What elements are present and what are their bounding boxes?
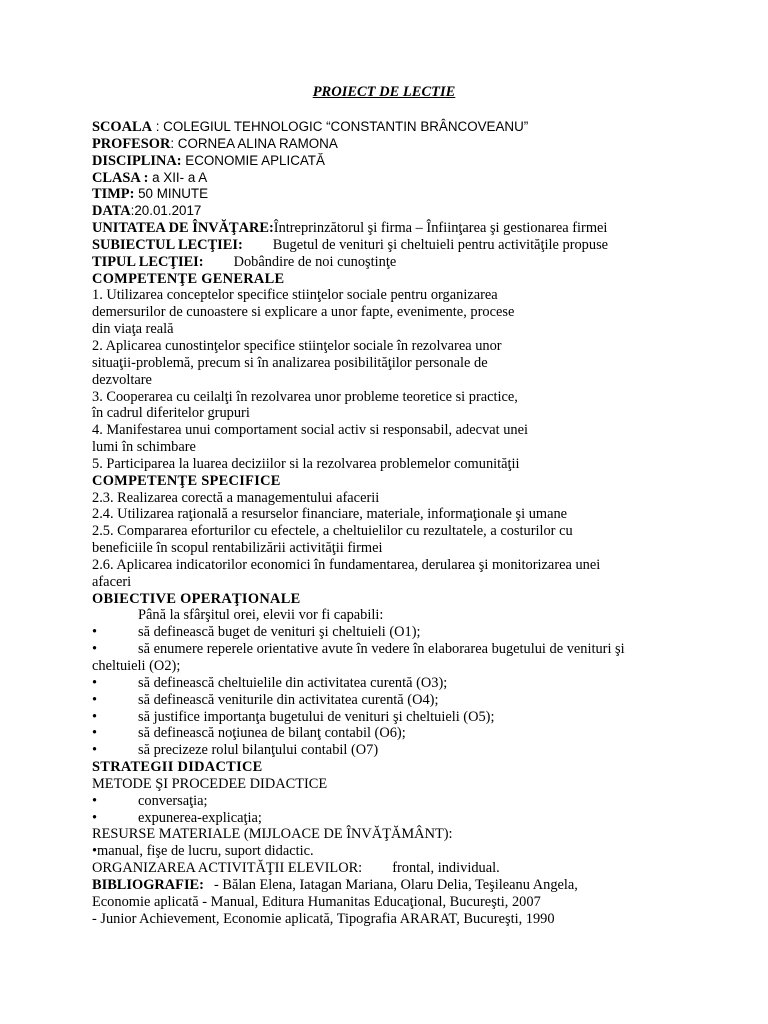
metoda-text: expunerea-explicaţia; [138, 809, 262, 826]
competenta-generala-line: 5. Participarea la luarea deciziilor si la rezolvarea problemelor comunităţii [92, 455, 520, 472]
obiective-heading: OBIECTIVE OPERAŢIONALE [92, 590, 301, 607]
unitatea-value: Întreprinzătorul şi firma – Înfiinţarea şi gestionarea firmei [273, 220, 608, 237]
competenta-specifica-line: 2.6. Aplicarea indicatorilor economici în fundamentarea, derularea şi monitorizarea unei [92, 556, 601, 573]
disciplina-label: DISCIPLINA: [92, 152, 182, 169]
obiective-intro-text: Până la sfârşitul orei, elevii vor fi capabili: [138, 607, 384, 624]
objective-item [92, 675, 732, 692]
clasa-value: a XII- a A [148, 169, 208, 185]
bullet-icon: • [92, 742, 98, 759]
competenta-generala-line: în cadrul diferitelor grupuri [92, 405, 250, 422]
clasa-line [92, 170, 732, 187]
objective-item [92, 709, 732, 726]
competenta-generala-line: 4. Manifestarea unui comportament social activ si responsabil, adecvat unei [92, 422, 528, 439]
profesor-value: : CORNEA ALINA RAMONA [170, 135, 338, 151]
unitatea-label: UNITATEA DE ÎNVĂŢARE: [92, 220, 274, 237]
data-label: DATA [92, 203, 131, 220]
competenta-specifica-line: 2.4. Utilizarea raţională a resurselor financiare, materiale, informaţionale şi umane [92, 506, 568, 523]
bullet-icon: • [92, 624, 98, 641]
bibliografie-entry: - Junior Achievement, Economie aplicată, Tipografia ARARAT, Bucureşti, 1990 [92, 910, 555, 927]
disciplina-line [92, 153, 732, 170]
objective-text: să definească veniturile din activitatea curentă (O4); [138, 691, 439, 708]
objective-item [92, 725, 732, 742]
bullet-icon: • [92, 674, 98, 691]
data-value: :20.01.2017 [130, 203, 202, 219]
profesor-label: PROFESOR [92, 135, 171, 152]
lesson-content [92, 119, 732, 928]
data-line [92, 203, 732, 220]
objective-text: să justifice importanţa bugetului de venituri şi cheltuieli (O5); [138, 708, 495, 725]
competenta-specifica-line: 2.5. Compararea eforturilor cu efectele, a cheltuielilor cu rezultatele, a costurilor cu [92, 523, 573, 540]
organizarea-label: ORGANIZAREA ACTIVITĂŢII ELEVILOR: [92, 860, 363, 877]
strategii-heading: STRATEGII DIDACTICE [92, 759, 263, 776]
objective-text: să precizeze rolul bilanţului contabil (O7) [138, 742, 379, 759]
objective-item-continuation: cheltuieli (O2); [92, 658, 181, 674]
disciplina-value: ECONOMIE APLICATĂ [181, 152, 325, 168]
competenta-specifica-line: beneficiile în scopul rentabilizării activităţii firmei [92, 540, 383, 557]
obiective-intro [92, 607, 732, 624]
competenta-generala-line: 2. Aplicarea cunostinţelor specifice stiinţelor sociale în rezolvarea unor [92, 337, 502, 354]
profesor-line [92, 136, 732, 153]
timp-line [92, 186, 732, 203]
timp-label: TIMP: [92, 186, 135, 203]
metode-heading: METODE ŞI PROCEDEE DIDACTICE [92, 775, 328, 792]
competenta-generala-line: 3. Cooperarea cu ceilalţi în rezolvarea unor probleme teoretice si practice, [92, 388, 518, 405]
subiectul-value: Bugetul de venituri şi cheltuieli pentru activităţile propuse [272, 236, 609, 253]
subiectul-line [92, 237, 732, 254]
competenta-generala-line: lumi în schimbare [92, 439, 196, 456]
bibliografie-label: BIBLIOGRAFIE: [92, 876, 204, 893]
organizarea-value: frontal, individual. [392, 860, 500, 877]
objective-item [92, 641, 732, 658]
tipul-value: Dobândire de noi cunoştinţe [233, 253, 397, 270]
resurse-heading: RESURSE MATERIALE (MIJLOACE DE ÎNVĂŢĂMÂNT): [92, 826, 453, 843]
competenta-generala-line: 1. Utilizarea conceptelor specifice stiinţelor sociale pentru organizarea [92, 287, 498, 304]
page-title: PROIECT DE LECTIE [312, 84, 456, 100]
objective-text: să definească noţiunea de bilanţ contabil (O6); [138, 725, 406, 742]
competenta-generala-line: demersurilor de cunoastere si explicare a unor fapte, evenimente, procese [92, 304, 515, 321]
scoala-line [92, 119, 732, 136]
bibliografie-entry: Economie aplicată - Manual, Editura Humanitas Educaţional, Bucureşti, 2007 [92, 893, 541, 910]
bullet-icon: • [92, 792, 98, 809]
subiectul-label: SUBIECTUL LECŢIEI: [92, 236, 243, 253]
competenta-generala-line: situaţii-problemă, precum si în analizarea posibilităţilor personale de [92, 354, 488, 371]
bibliografie-entry: - Bălan Elena, Iatagan Mariana, Olaru Delia, Teşileanu Angela, [213, 876, 578, 893]
competente-specifice-heading: COMPETENŢE SPECIFICE [92, 472, 281, 489]
bullet-icon: • [92, 708, 98, 725]
metoda-text: conversaţia; [138, 792, 208, 809]
bullet-icon: • [92, 809, 98, 826]
objective-text: să definească cheltuielile din activitatea curentă (O3); [138, 674, 448, 691]
objective-text: să enumere reperele orientative avute în vedere în elaborarea bugetului de venituri şi [138, 641, 625, 658]
bullet-icon: • [92, 691, 98, 708]
competenta-generala-line: din viaţa reală [92, 321, 174, 338]
objective-item [92, 742, 732, 759]
clasa-label: CLASA : [92, 169, 149, 186]
unitatea-line [92, 220, 732, 237]
tipul-line [92, 254, 732, 271]
timp-value: 50 MINUTE [134, 186, 209, 202]
competenta-specifica-line: afaceri [92, 573, 132, 590]
competenta-specifica-line: 2.3. Realizarea corectă a managementului afacerii [92, 489, 380, 506]
competente-generale-heading: COMPETENŢE GENERALE [92, 270, 285, 287]
objective-item [92, 692, 732, 709]
metoda-item [92, 810, 732, 827]
tipul-label: TIPUL LECŢIEI: [92, 253, 204, 270]
objective-item [92, 624, 732, 641]
metoda-item [92, 793, 732, 810]
objective-text: să definească buget de venituri şi cheltuieli (O1); [138, 624, 421, 641]
bullet-icon: • [92, 641, 98, 658]
bibliografie-line [92, 877, 732, 894]
organizarea-line [92, 860, 732, 877]
resurse-value: •manual, fişe de lucru, suport didactic. [92, 843, 314, 860]
competenta-generala-line: dezvoltare [92, 371, 152, 388]
scoala-label: SCOALA [92, 119, 152, 135]
bullet-icon: • [92, 725, 98, 742]
scoala-value: : COLEGIUL TEHNOLOGIC “CONSTANTIN BRÂNCOVEANU” [151, 119, 529, 134]
